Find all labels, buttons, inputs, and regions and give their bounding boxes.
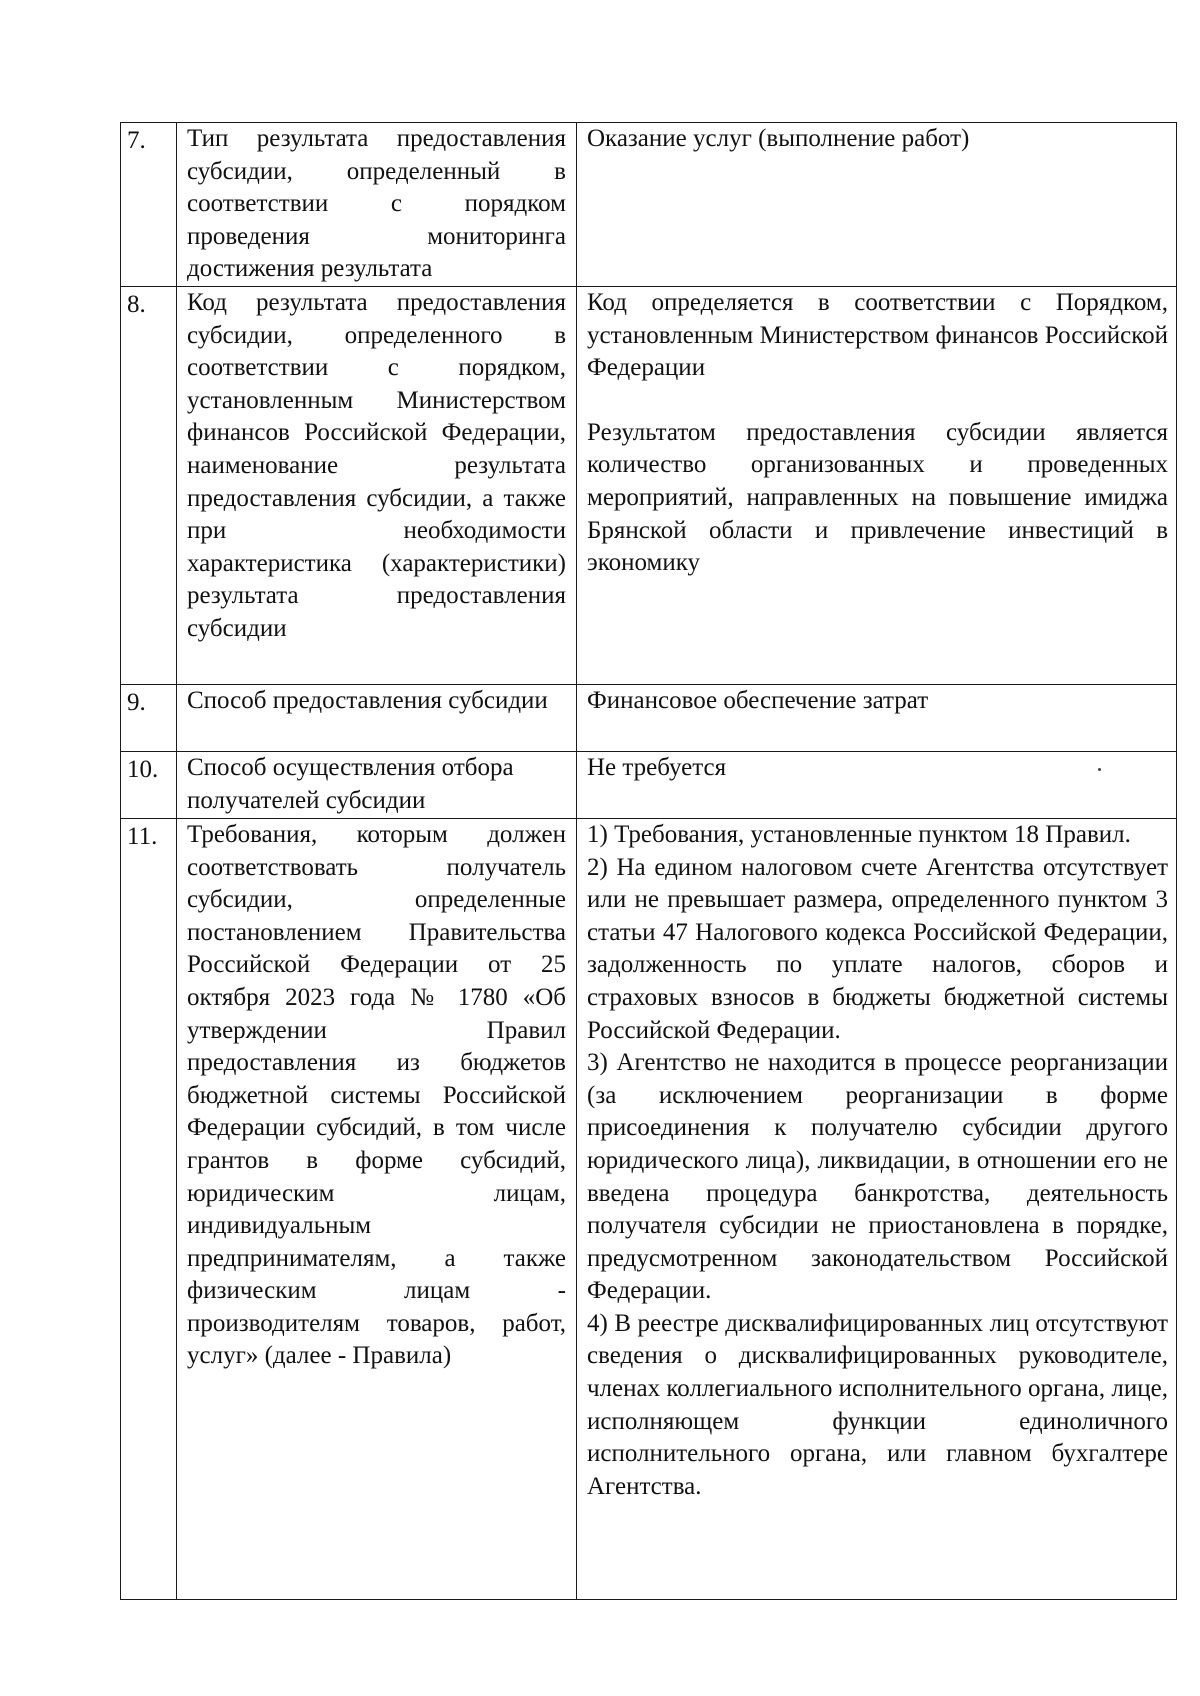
row-number: 8. [121, 286, 177, 684]
row-number: 10. [121, 751, 177, 818]
row-parameter-name [177, 751, 577, 818]
table-row [121, 751, 1177, 818]
value-paragraph: Не требуется [587, 753, 727, 781]
requirement-item: 3) Агентство не находится в процессе реорганизации (за исключением реорганизации в форме присоединения к получателю субсидии другого юридического лица), ликвидации, в отношении его не введена процедура банкротства, деятельность получателя субсидии не приостановлена в порядке, предусмотренном законодательством Российской Федерации. [587, 1049, 1168, 1305]
row-parameter-value [577, 818, 1177, 1599]
row-parameter-value [577, 684, 1177, 751]
row-parameter-value [577, 123, 1177, 287]
parameter-text: Тип результата предоставления субсидии, определенный в соответствии с порядком проведения мониторинга достижения результата [187, 125, 566, 283]
row-number: 9. [121, 684, 177, 751]
table-row [121, 286, 1177, 684]
value-paragraph: Финансовое обеспечение затрат [587, 686, 929, 714]
row-number: 11. [121, 818, 177, 1599]
row-parameter-name [177, 123, 577, 287]
table-row [121, 123, 1177, 287]
value-paragraph: Оказание услуг (выполнение работ) [587, 125, 970, 152]
requirement-item: 4) В реестре дисквалифицированных лиц отсутствуют сведения о дисквалифицированных руководителе, членах коллегиального исполнительного органа, лице, исполняющем функции единоличного исполнительного органа, или главном бухгалтере Агентства. [587, 1309, 1168, 1500]
requirements-table [120, 122, 1177, 1600]
scan-speck [1098, 768, 1101, 771]
requirement-item: 1) Требования, установленные пунктом 18 Правил. [587, 820, 1131, 848]
row-parameter-value [577, 751, 1177, 818]
parameter-text: Код результата предоставления субсидии, определенного в соответствии с порядком, установленным Министерством финансов Российской Федерации, наименование результата предоставления субсидии, а также при необходимости характеристика (характеристики) результата предоставления субсидии [187, 288, 566, 642]
parameter-text: Способ осуществления отбора получателей субсидии [187, 753, 514, 814]
row-parameter-value [577, 286, 1177, 684]
table-row [121, 818, 1177, 1599]
value-paragraph: Код определяется в соответствии с Порядком, установленным Министерством финансов Российской Федерации [587, 288, 1168, 382]
parameter-text: Способ предоставления субсидии [187, 686, 548, 714]
row-parameter-name [177, 286, 577, 684]
row-number: 7. [121, 123, 177, 287]
parameter-text: Требования, которым должен соответствовать получатель субсидии, определенные постановлением Правительства Российской Федерации от 25 октября 2023 года № 1780 «Об утверждении Правил предоставления из бюджетов бюджетной системы Российской Федерации субсидий, в том числе грантов в форме субсидий, юридическим лицам, индивидуальным предпринимателям, а также физическим лицам - производителям товаров, работ, услуг» (далее - Правила) [187, 820, 566, 1370]
table-row [121, 684, 1177, 751]
requirement-item: 2) На едином налоговом счете Агентства отсутствует или не превышает размера, определенного пунктом 3 статьи 47 Налогового кодекса Российской Федерации, задолженность по уплате налогов, сборов и страховых взносов в бюджеты бюджетной системы Российской Федерации. [587, 853, 1168, 1044]
row-parameter-name [177, 684, 577, 751]
value-paragraph: Результатом предоставления субсидии является количество организованных и проведенных мероприятий, направленных на повышение имиджа Брянской области и привлечение инвестиций в экономику [587, 418, 1168, 577]
row-parameter-name [177, 818, 577, 1599]
